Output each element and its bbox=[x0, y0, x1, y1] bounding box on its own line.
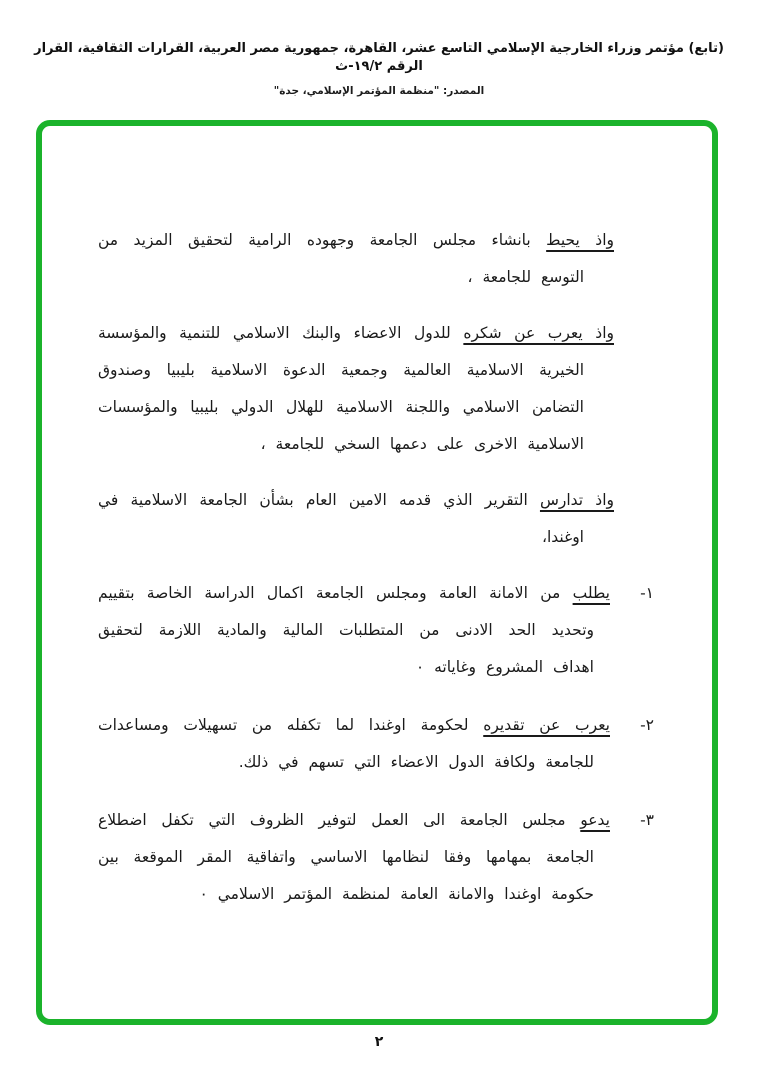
preamble-paragraph-2 bbox=[98, 315, 614, 463]
item-text bbox=[98, 575, 610, 686]
page-number: ٢ bbox=[374, 1034, 384, 1050]
item-lead-underlined: يعرب عن تقديره bbox=[483, 716, 610, 734]
item-text bbox=[98, 802, 610, 913]
item-number: ٢- bbox=[640, 716, 654, 734]
item-lead-underlined: يدعو bbox=[580, 811, 610, 829]
page-footer bbox=[0, 1034, 758, 1050]
header-title-line: (تابع) مؤتمر وزراء الخارجية الإسلامي التاسع عشر، القاهرة، جمهورية مصر العربية، القرارات الثقافية، القرار الرقم ١٩/٢-ث bbox=[34, 41, 724, 74]
header-source-line: المصدر: "منظمة المؤتمر الإسلامي، جدة" bbox=[273, 85, 485, 97]
preamble-paragraph-3 bbox=[98, 482, 614, 556]
item-number: ٣- bbox=[640, 811, 654, 829]
item-body-text: لحكومة اوغندا لما تكفله من تسهيلات ومساعدات للجامعة ولكافة الدول الاعضاء التي تسهم في ذلك. bbox=[98, 716, 594, 771]
paragraph-text: للدول الاعضاء والبنك الاسلامي للتنمية والمؤسسة الخيرية الاسلامية العالمية وجمعية الدعوة الاسلامية بليبيا وصندوق التضامن الاسلامي واللجنة الاسلامية للهلال الدولي بليبيا والمؤسسات الاسلامية الاخرى على دعمها السخي للجامعة ، bbox=[98, 324, 584, 453]
item-body-text: مجلس الجامعة الى العمل لتوفير الظروف التي تكفل اضطلاع الجامعة بمهامها وفقا لنظامها الاساسي واتفاقية المقر الموقعة بين حكومة اوغندا والامانة العامة لمنظمة المؤتمر الاسلامي ٠ bbox=[98, 811, 594, 903]
document-header bbox=[0, 0, 758, 97]
green-border-frame bbox=[36, 120, 718, 1025]
preamble-paragraph-1 bbox=[98, 222, 614, 296]
paragraph-lead-underlined: واذ تدارس bbox=[539, 491, 614, 509]
paragraph-text: بانشاء مجلس الجامعة وجهوده الرامية لتحقيق المزيد من التوسع للجامعة ، bbox=[98, 231, 584, 286]
paragraph-lead-underlined: واذ يحيط bbox=[546, 231, 614, 249]
paragraph-text: التقرير الذي قدمه الامين العام بشأن الجامعة الاسلامية في اوغندا، bbox=[98, 491, 584, 546]
item-number: ١- bbox=[640, 584, 654, 602]
item-lead-underlined: يطلب bbox=[572, 584, 610, 602]
document-body bbox=[42, 126, 712, 913]
resolution-item-2 bbox=[98, 707, 654, 781]
item-text bbox=[98, 707, 610, 781]
resolution-item-3 bbox=[98, 802, 654, 913]
resolution-item-1 bbox=[98, 575, 654, 686]
paragraph-lead-underlined: واذ يعرب عن شكره bbox=[463, 324, 614, 342]
item-body-text: من الامانة العامة ومجلس الجامعة اكمال الدراسة الخاصة بتقييم وتحديد الحد الادنى من المتطلبات المالية والمادية اللازمة لتحقيق اهداف المشروع وغاياته ٠ bbox=[98, 584, 594, 676]
